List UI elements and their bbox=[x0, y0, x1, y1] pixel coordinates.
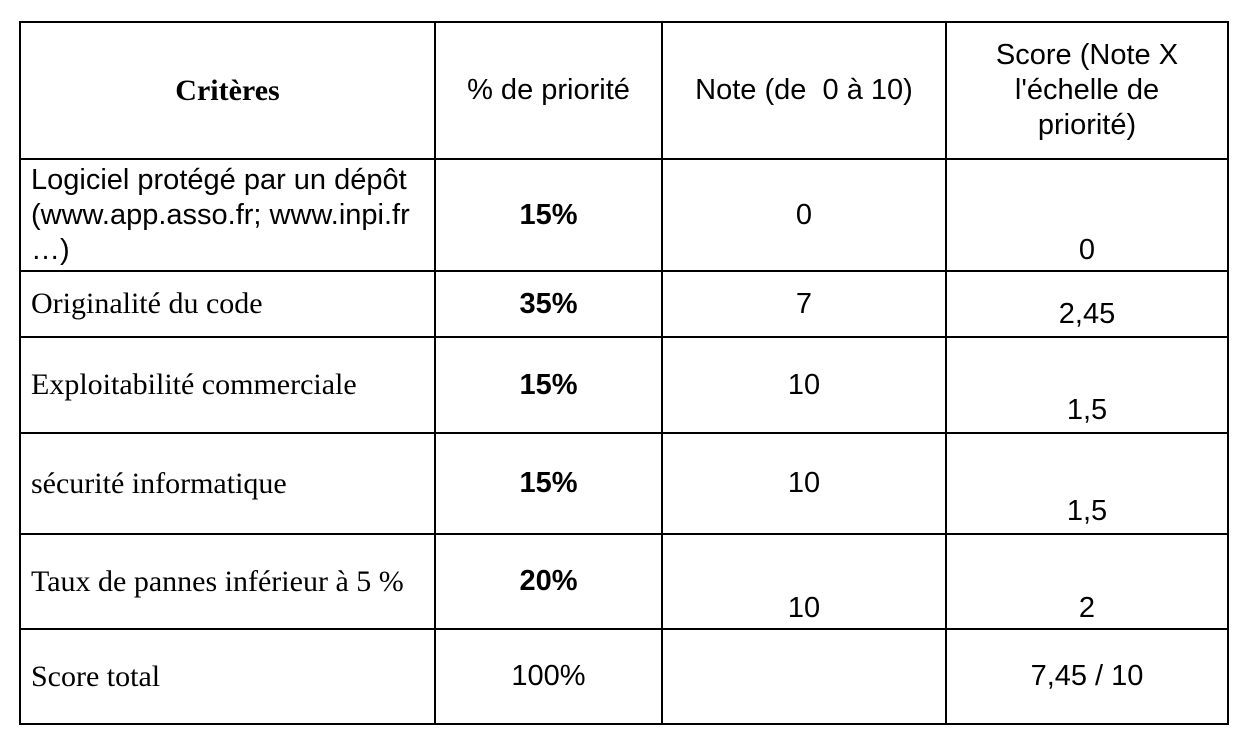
total-score-text: 7,45 / 10 bbox=[1030, 660, 1144, 692]
row1-score-text: 0 bbox=[1078, 234, 1096, 266]
row2-score-text: 2,45 bbox=[1058, 298, 1116, 330]
row4-priority-text: 15% bbox=[519, 467, 578, 499]
row2-note-text: 7 bbox=[795, 287, 813, 320]
row4-score bbox=[947, 434, 1227, 535]
total-priority-text: 100% bbox=[511, 660, 586, 692]
total-label bbox=[21, 630, 436, 723]
row1-note bbox=[663, 160, 947, 272]
row5-note-text: 10 bbox=[787, 592, 821, 624]
row3-priority bbox=[436, 338, 663, 434]
row2-priority-text: 35% bbox=[519, 287, 578, 320]
row3-score-text: 1,5 bbox=[1066, 394, 1108, 426]
row2-criterion-text: Originalité du code bbox=[31, 287, 263, 320]
row1-priority-text: 15% bbox=[519, 198, 578, 231]
total-score bbox=[947, 630, 1227, 723]
row1-note-text: 0 bbox=[795, 198, 813, 231]
row5-criterion bbox=[21, 535, 436, 630]
row4-score-text: 1,5 bbox=[1066, 495, 1108, 527]
row1-criterion bbox=[21, 160, 436, 272]
row5-score bbox=[947, 535, 1227, 630]
header-priority-text: % de priorité bbox=[467, 74, 630, 106]
row1-criterion-text: Logiciel protégé par un dépôt (www.app.asso.fr; www.inpi.fr …) bbox=[31, 163, 410, 266]
header-note bbox=[663, 23, 947, 160]
row3-note bbox=[663, 338, 947, 434]
header-score bbox=[947, 23, 1227, 160]
row4-criterion bbox=[21, 434, 436, 535]
row2-score bbox=[947, 272, 1227, 338]
row3-criterion-text: Exploitabilité commerciale bbox=[31, 368, 357, 401]
row5-score-text: 2 bbox=[1078, 592, 1096, 624]
header-criteria bbox=[21, 23, 436, 160]
row5-note bbox=[663, 535, 947, 630]
header-criteria-text: Critères bbox=[175, 73, 280, 107]
row4-note-text: 10 bbox=[787, 467, 821, 499]
row4-criterion-text: sécurité informatique bbox=[31, 466, 287, 500]
row4-priority bbox=[436, 434, 663, 535]
total-label-text: Score total bbox=[31, 659, 161, 693]
row3-score bbox=[947, 338, 1227, 434]
row3-criterion bbox=[21, 338, 436, 434]
total-note bbox=[663, 630, 947, 723]
row2-note bbox=[663, 272, 947, 338]
header-score-text: Score (Note X l'échelle de priorité) bbox=[995, 39, 1179, 141]
row2-priority bbox=[436, 272, 663, 338]
row4-note bbox=[663, 434, 947, 535]
header-note-text: Note (de 0 à 10) bbox=[695, 74, 913, 106]
total-priority bbox=[436, 630, 663, 723]
row5-priority-text: 20% bbox=[519, 565, 578, 597]
header-priority bbox=[436, 23, 663, 160]
row2-criterion bbox=[21, 272, 436, 338]
row1-priority bbox=[436, 160, 663, 272]
row5-criterion-text: Taux de pannes inférieur à 5 % bbox=[31, 564, 404, 598]
row3-priority-text: 15% bbox=[519, 368, 578, 401]
row5-priority bbox=[436, 535, 663, 630]
row1-score bbox=[947, 160, 1227, 272]
row3-note-text: 10 bbox=[787, 368, 821, 401]
criteria-score-table bbox=[19, 21, 1229, 725]
